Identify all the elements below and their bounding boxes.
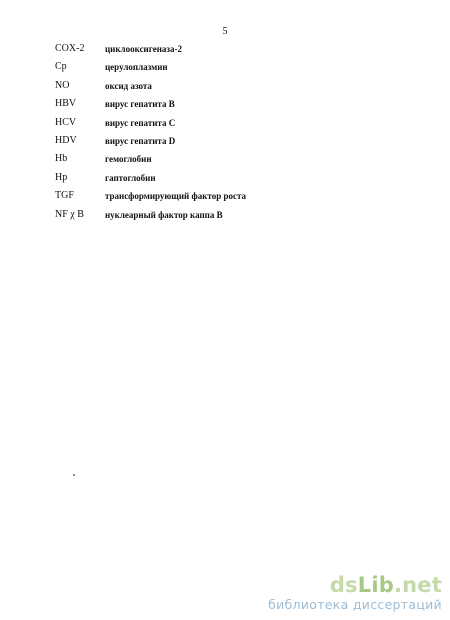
abbreviation-row	[55, 58, 395, 76]
abbreviation-description: церулоплазмин	[105, 62, 168, 73]
abbreviation-row	[55, 95, 395, 113]
abbreviation-code: Cp	[55, 61, 67, 73]
logo-net-text: .net	[393, 573, 442, 597]
abbreviation-description: нуклеарный фактор каппа B	[105, 209, 223, 220]
abbreviation-list	[55, 40, 395, 224]
logo-ds-text: ds	[329, 573, 358, 597]
dslib-watermark	[268, 573, 442, 612]
abbreviation-code: NF χ B	[55, 208, 84, 220]
dslib-logo	[268, 573, 442, 597]
watermark-tagline: библиотека диссертаций	[268, 597, 442, 612]
abbreviation-row	[55, 187, 395, 205]
abbreviation-description: вирус гепатита C	[105, 117, 176, 128]
abbreviation-row	[55, 40, 395, 58]
abbreviation-code: TGF	[55, 190, 74, 202]
abbreviation-description: вирус гепатита B	[105, 99, 175, 110]
abbreviation-code: Hb	[55, 153, 68, 165]
abbreviation-row	[55, 77, 395, 95]
abbreviation-row	[55, 206, 395, 224]
abbreviation-description: вирус гепатита D	[105, 135, 176, 146]
abbreviation-code: Hp	[55, 171, 68, 183]
abbreviation-description: гаптоглобин	[105, 172, 156, 183]
abbreviation-code: HBV	[55, 98, 77, 110]
abbreviation-code: HCV	[55, 116, 77, 128]
abbreviation-code: HDV	[55, 134, 77, 146]
abbreviation-row	[55, 169, 395, 187]
abbreviation-description: оксид азота	[105, 80, 152, 91]
abbreviation-code: NO	[55, 79, 70, 91]
abbreviation-description: циклооксигеназа-2	[105, 44, 183, 54]
logo-lib-text: Lib	[357, 573, 394, 597]
abbreviation-description: гемоглобин	[105, 154, 152, 165]
abbreviation-description: трансформирующий фактор роста	[105, 191, 246, 202]
abbreviation-row	[55, 132, 395, 150]
abbreviation-code: COX-2	[55, 43, 85, 54]
stray-dot-mark	[73, 474, 75, 476]
abbreviation-row	[55, 150, 395, 168]
page-number: 5	[222, 26, 228, 37]
abbreviation-row	[55, 114, 395, 132]
